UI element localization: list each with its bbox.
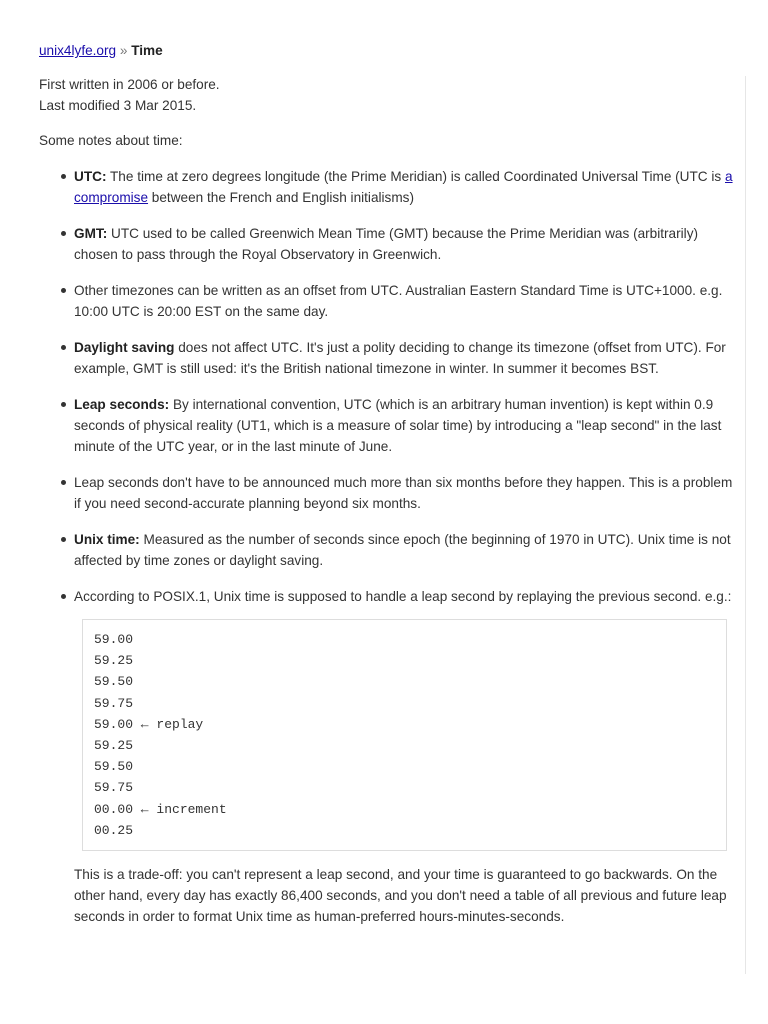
- compromise-link[interactable]: a compromise: [74, 169, 733, 205]
- item-text: Other timezones can be written as an offset from UTC. Australian Eastern Standard Time is UTC+1000. e.g. 10:00 UTC is 20:00 EST on the same day.: [74, 283, 723, 319]
- bullet-icon: [61, 537, 66, 542]
- bullet-icon: [61, 594, 66, 599]
- trade-off-text: This is a trade-off: you can't represent a leap second, and your time is guaranteed to go backwards. On the other hand, every day has exactly 86,400 seconds, and you don't need a table of all previous and future leap seconds in order to format Unix time as human-preferred hours-minutes-seconds.: [74, 867, 727, 925]
- term-label: Unix time:: [74, 532, 140, 547]
- list-item-unix-time: [74, 529, 739, 571]
- item-text: Measured as the number of seconds since epoch (the beginning of 1970 in UTC). Unix time is not affected by time zones or daylight saving.: [74, 532, 731, 568]
- term-label: Daylight saving: [74, 340, 175, 355]
- list-item-posix: [74, 586, 739, 927]
- bullet-icon: [61, 480, 66, 485]
- notes-list: [39, 166, 739, 927]
- written-date: First written in 2006 or before.: [39, 77, 220, 92]
- item-text: does not affect UTC. It's just a polity deciding to change its timezone (offset from UTC). For example, GMT is still used: it's the British national timezone in winter. In summer it becomes BST.: [74, 340, 726, 376]
- item-text: According to POSIX.1, Unix time is supposed to handle a leap second by replaying the previous second. e.g.:: [74, 589, 732, 604]
- code-block: 59.00 59.25 59.50 59.75 59.00 ← replay 59.25 59.50 59.75 00.00 ← increment 00.25: [82, 619, 727, 851]
- term-label: UTC:: [74, 169, 107, 184]
- bullet-icon: [61, 174, 66, 179]
- item-text: By international convention, UTC (which is an arbitrary human invention) is kept within 0.9 seconds of physical reality (UT1, which is a measure of solar time) by introducing a "leap second" in the last minute of the UTC year, or in the last minute of June.: [74, 397, 722, 454]
- bullet-icon: [61, 231, 66, 236]
- list-item-daylight-saving: [74, 337, 739, 379]
- term-label: Leap seconds:: [74, 397, 170, 412]
- item-text: UTC used to be called Greenwich Mean Time (GMT) because the Prime Meridian was (arbitrarily) chosen to pass through the Royal Observatory in Greenwich.: [74, 226, 699, 262]
- intro-text: Some notes about time:: [39, 133, 183, 148]
- list-item-leap-announcement: [74, 472, 739, 514]
- item-text: between the French and English initialisms): [148, 190, 414, 205]
- page-right-border: [745, 76, 746, 974]
- bullet-icon: [61, 402, 66, 407]
- item-text: The time at zero degrees longitude (the Prime Meridian) is called Coordinated Universal Time (UTC is: [106, 169, 725, 184]
- list-item-timezones: [74, 280, 739, 322]
- page-meta: [39, 74, 739, 116]
- page-content: [39, 40, 739, 942]
- list-item-utc: [74, 166, 739, 208]
- bullet-icon: [61, 288, 66, 293]
- page-title: Time: [131, 43, 163, 58]
- home-link[interactable]: unix4lyfe.org: [39, 43, 117, 58]
- list-item-leap-seconds: [74, 394, 739, 457]
- list-item-gmt: [74, 223, 739, 265]
- breadcrumb: [39, 40, 739, 61]
- item-text: Leap seconds don't have to be announced much more than six months before they happen. This is a problem if you need second-accurate planning beyond six months.: [74, 475, 733, 511]
- term-label: GMT:: [74, 226, 108, 241]
- breadcrumb-separator: »: [119, 43, 128, 58]
- modified-date: Last modified 3 Mar 2015.: [39, 98, 197, 113]
- bullet-icon: [61, 345, 66, 350]
